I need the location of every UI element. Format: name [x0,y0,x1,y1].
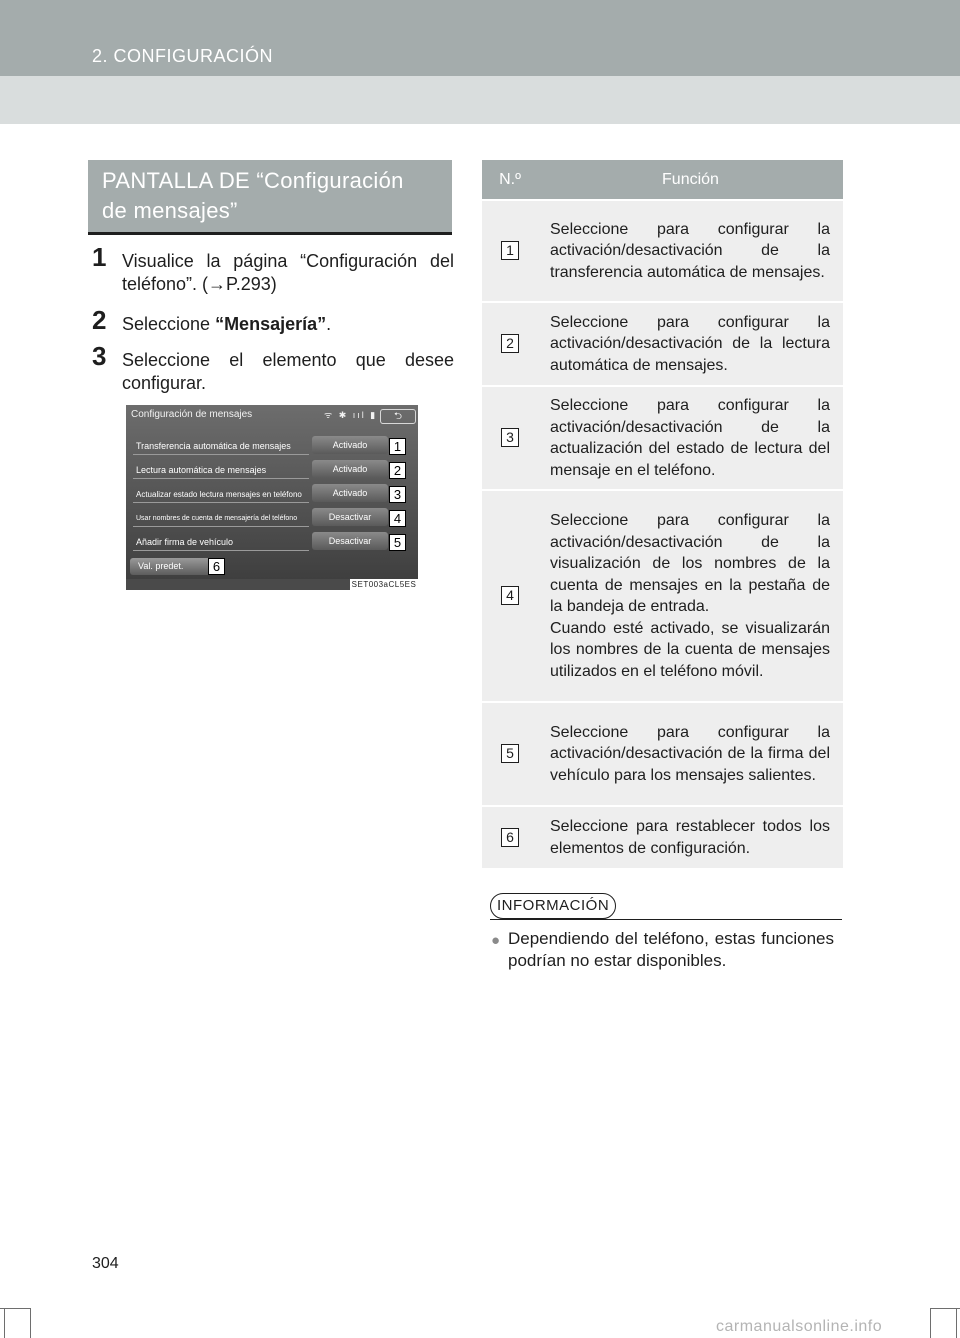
section-heading-line2: de mensajes” [102,198,238,223]
row-description: Seleccione para restablecer todos los elementos de configuración. [538,806,843,868]
number-box: 1 [501,241,519,260]
row-number [482,702,538,806]
row-description: Seleccione para configurar la activación/desactivación de la transferencia automática de mensajes. [538,200,843,302]
information-text: Dependiendo del teléfono, estas funciones podrían no estar disponibles. [508,929,834,970]
callout-number: 2 [389,462,406,479]
number-box: 2 [501,334,519,353]
setting-toggle-button[interactable]: Desactivar [312,532,388,550]
step-2 [92,305,454,336]
callout-number: 6 [208,558,225,575]
section-heading-rule [88,232,452,235]
section-heading-line1: PANTALLA DE “Configuración [102,168,404,193]
callout-number: 1 [389,438,406,455]
default-values-button[interactable]: Val. predet. [130,558,224,575]
row-number [482,200,538,302]
step-text: Visualice la página “Configuración del teléfono”. (→P.293) [122,251,454,294]
row-number [482,302,538,386]
step-number: 1 [92,242,107,272]
step-text-bold: “Mensajería” [215,314,327,334]
table-row [482,806,843,868]
table-row [482,386,843,490]
page-number: 304 [92,1255,119,1272]
setting-label: Añadir firma de vehículo [133,534,309,551]
crop-mark [956,1308,957,1338]
information-label: INFORMACIÓN [490,893,616,919]
status-icons: ᯤ ✱ ııl ▮ [324,410,378,420]
setting-label: Usar nombres de cuenta de mensajería del teléfono [133,510,309,527]
table-header-row [482,160,843,200]
crop-mark [4,1308,5,1338]
crop-mark [30,1308,31,1338]
setting-toggle-button[interactable]: Activado [312,484,388,502]
watermark: carmanualsonline.info [716,1318,883,1335]
row-description: Seleccione para configurar la activación/desactivación de la firma del vehículo para los mensajes salientes. [538,702,843,806]
setting-toggle-button[interactable]: Activado [312,460,388,478]
callout-number: 4 [389,510,406,527]
setting-label: Actualizar estado lectura mensajes en teléfono [133,486,309,503]
crop-mark [930,1308,931,1338]
screen-display [126,405,418,579]
row-number [482,806,538,868]
crop-mark [930,1308,960,1309]
row-description-part1: Seleccione para configurar la activación/desactivación de la visualización de los nombres de la cuenta de mensajes en la pestaña de la bandeja de entrada. [550,512,830,615]
crop-mark [0,1308,30,1309]
setting-label: Transferencia automática de mensajes [133,438,309,455]
bullet-icon: ● [491,932,501,949]
step-1 [92,242,454,296]
row-description-part2: Cuando esté activado, se visualizarán los nombres de la cuenta de mensajes utilizados en el teléfono móvil. [550,619,830,680]
header-function: Función [538,160,843,200]
number-box: 6 [501,828,519,847]
step-3 [92,341,454,395]
row-description: Seleccione para configurar la activación/desactivación de la lectura automática de mensajes. [538,302,843,386]
table-row [482,490,843,702]
step-number: 3 [92,341,107,371]
table-row [482,302,843,386]
page-header [0,0,960,124]
table-row [482,200,843,302]
setting-toggle-button[interactable]: Desactivar [312,508,388,526]
image-code: SET003aCL5ES [351,580,417,589]
function-table [482,160,843,868]
row-description [538,490,843,702]
screen-illustration [126,405,418,590]
number-box: 3 [501,428,519,447]
number-box: 4 [501,586,519,605]
information-rule [490,919,842,920]
row-description: Seleccione para configurar la activación/desactivación de la actualización del estado de lectura del mensaje en el teléfono. [538,386,843,490]
step-text [92,313,454,336]
setting-label: Lectura automática de mensajes [133,462,309,479]
section-heading [88,160,452,232]
section-title: 2. CONFIGURACIÓN [92,46,274,66]
row-number [482,490,538,702]
back-button[interactable]: ⮌ [380,409,416,424]
row-number [482,386,538,490]
callout-number: 3 [389,486,406,503]
number-box: 5 [501,744,519,763]
callout-number: 5 [389,534,406,551]
step-text: Seleccione el elemento que desee configurar. [122,350,454,393]
table-row [482,702,843,806]
setting-toggle-button[interactable]: Activado [312,436,388,454]
screen-title: Configuración de mensajes [131,409,253,420]
header-number: N.º [482,160,538,200]
step-text-plain: . [326,314,332,334]
step-text-plain: Seleccione [122,314,216,334]
step-number: 2 [92,305,107,335]
